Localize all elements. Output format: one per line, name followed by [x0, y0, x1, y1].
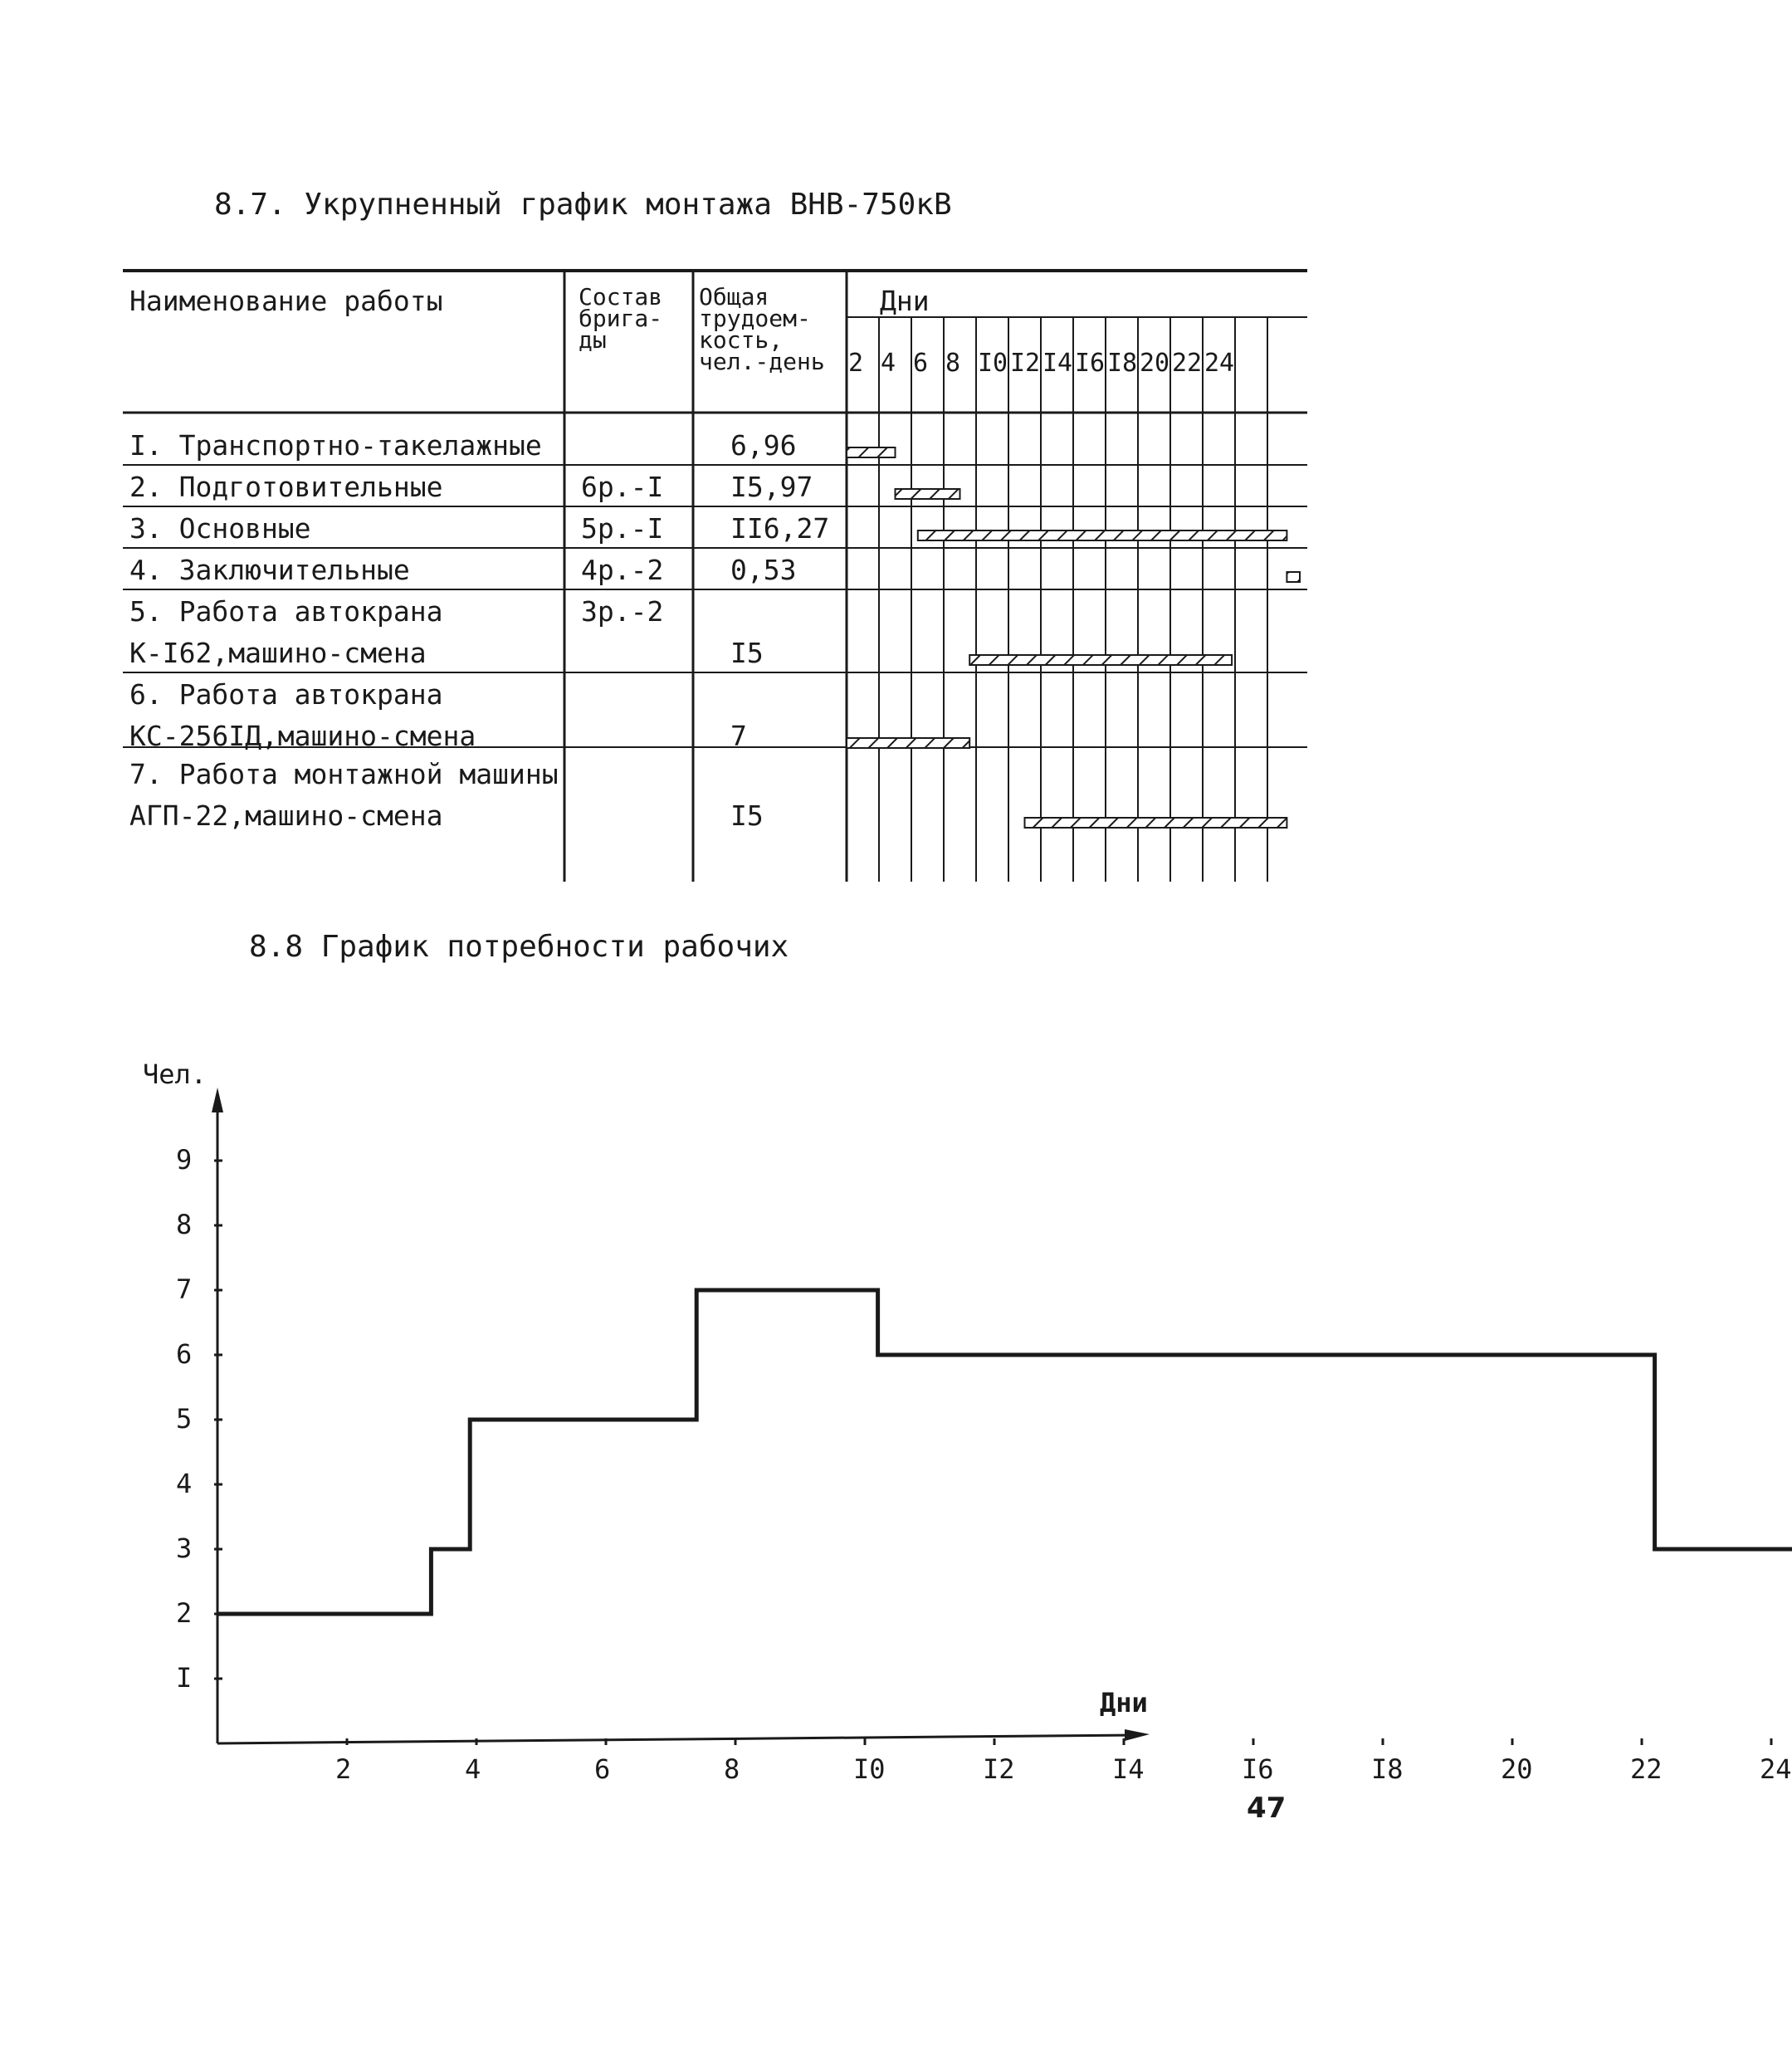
x-tick-label: I4 — [1112, 1753, 1145, 1785]
row-name-line: 2. Подготовительные — [129, 471, 443, 503]
x-tick-label: 20 — [1501, 1753, 1533, 1785]
x-tick-label: 2 — [335, 1753, 352, 1785]
workers-step-line — [217, 1290, 1792, 1743]
row-labor: 6,96 — [730, 429, 797, 462]
row-name-line: 3. Основные — [129, 512, 311, 545]
y-tick-label: 5 — [176, 1403, 193, 1435]
y-tick-label: 8 — [176, 1209, 193, 1240]
day-tick-label: 4 — [881, 349, 896, 378]
y-tick-label: 6 — [176, 1338, 193, 1370]
y-axis-arrow — [212, 1088, 223, 1112]
y-tick-label: 7 — [176, 1274, 193, 1305]
row-name-line: 5. Работа автокрана — [129, 595, 443, 628]
x-tick-label: I8 — [1371, 1753, 1404, 1785]
day-tick-label: 24 — [1204, 349, 1235, 378]
x-tick-label: 6 — [594, 1753, 611, 1785]
day-tick-label: I2 — [1010, 349, 1041, 378]
gantt-bar — [918, 530, 1287, 540]
row-labor: I5,97 — [730, 471, 813, 503]
row-labor: 0,53 — [730, 554, 797, 586]
row-crew: 3р.-2 — [581, 595, 664, 628]
row-name-line: I. Транспортно-такелажные — [129, 429, 542, 462]
day-tick-label: I8 — [1107, 349, 1138, 378]
x-tick-label: 4 — [465, 1753, 481, 1785]
x-tick-label: I0 — [853, 1753, 886, 1785]
day-tick-label: 8 — [945, 349, 961, 378]
gantt-bar — [847, 738, 969, 748]
gantt-bar — [969, 655, 1232, 665]
day-tick-label: 6 — [913, 349, 929, 378]
gantt-bar — [896, 489, 960, 499]
day-tick-label: 22 — [1172, 349, 1203, 378]
day-tick-label: I6 — [1075, 349, 1106, 378]
day-tick-label: I0 — [978, 349, 1008, 378]
gantt-grid — [0, 0, 1404, 913]
gantt-bar — [1287, 572, 1300, 582]
x-tick-label: I2 — [983, 1753, 1015, 1785]
x-tick-label: 24 — [1760, 1753, 1792, 1785]
x-axis-label: Дни — [1100, 1687, 1148, 1718]
row-labor: 7 — [730, 720, 747, 752]
header-labor-text: Общая трудоем- кость, чел.-день — [699, 283, 825, 375]
row-name-line: 6. Работа автокрана — [129, 678, 443, 711]
header-crew-text: Состав брига- ды — [579, 283, 663, 354]
x-axis — [217, 1735, 1137, 1743]
row-crew: 6р.-I — [581, 471, 664, 503]
day-tick-label: 2 — [848, 349, 864, 378]
header-work: Наименование работы — [129, 285, 443, 317]
y-tick-label: 3 — [176, 1533, 193, 1564]
row-labor: I5 — [730, 799, 764, 832]
row-name-line: АГП-22,машино-смена — [129, 799, 443, 832]
x-axis-arrow — [1125, 1729, 1150, 1741]
y-tick-label: 4 — [176, 1468, 193, 1499]
gantt-bar — [1025, 818, 1287, 828]
y-tick-label: I — [176, 1662, 193, 1694]
gantt-bar — [847, 447, 896, 457]
header-days: Дни — [880, 285, 930, 317]
row-crew: 5р.-I — [581, 512, 664, 545]
x-tick-label: I6 — [1242, 1753, 1274, 1785]
row-labor: I5 — [730, 637, 764, 669]
row-labor: II6,27 — [730, 512, 830, 545]
day-tick-label: 20 — [1140, 349, 1170, 378]
day-tick-label: I4 — [1042, 349, 1073, 378]
y-axis-label: Чел. — [143, 1058, 208, 1090]
chart-title: 8.8 График потребности рабочих — [249, 930, 789, 964]
gantt-title: 8.7. Укрупненный график монтажа ВНВ-750кВ — [214, 188, 952, 222]
row-crew: 4р.-2 — [581, 554, 664, 586]
row-name-line: 7. Работа монтажной машины — [129, 758, 559, 790]
x-tick-label: 8 — [724, 1753, 740, 1785]
y-tick-label: 9 — [176, 1144, 193, 1176]
row-name-line: КС-256IД,машино-смена — [129, 720, 476, 752]
y-tick-label: 2 — [176, 1597, 193, 1629]
page-number: 47 — [1247, 1792, 1287, 1825]
row-name-line: 4. Заключительные — [129, 554, 410, 586]
row-name-line: К-I62,машино-смена — [129, 637, 427, 669]
x-tick-label: 22 — [1630, 1753, 1663, 1785]
